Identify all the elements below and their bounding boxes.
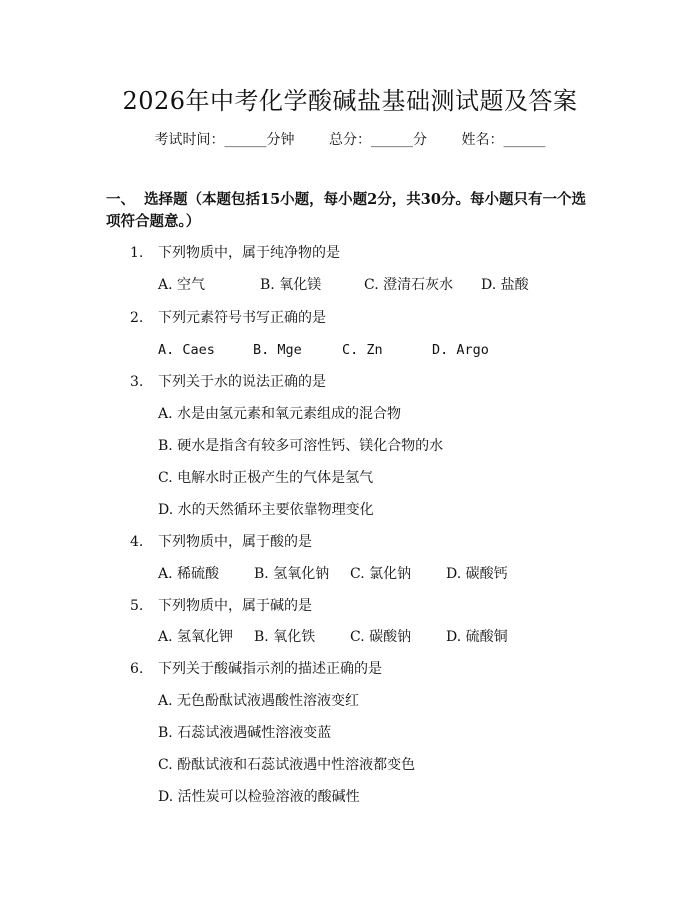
question-number: 6. [130,661,144,677]
question-text: 下列物质中，属于酸的是 [158,534,312,550]
question-text: 下列关于酸碱指示剂的描述正确的是 [158,661,382,677]
option-d: D. Argo [432,342,489,358]
option-b: B. 氧化铁 [254,629,316,645]
option-c: C. 碳酸钠 [350,629,412,645]
question-number: 4. [130,534,144,550]
question-number: 2. [130,310,144,326]
option-a: A. Caes [158,342,215,358]
question-text: 下列元素符号书写正确的是 [158,310,326,326]
option-a: A. 氢氧化钾 [158,629,234,645]
total-score: 总分：______分 [329,132,427,148]
option-b: B. 氢氧化钠 [254,566,330,582]
question-text: 下列关于水的说法正确的是 [158,374,326,390]
question-stem [130,243,600,263]
option-b: B. Mge [253,342,302,358]
page-title: 2026年中考化学酸碱盐基础测试题及答案 [122,87,578,115]
question-text: 下列物质中，属于碱的是 [158,598,312,614]
exam-info [0,130,700,150]
option-b: B. 石蕊试液遇碱性溶液变蓝 [158,725,332,741]
option-d: D. 盐酸 [481,277,529,293]
option-d: D. 水的天然循环主要依靠物理变化 [158,502,374,518]
section-number: 一、 [106,191,135,208]
section-instructions: 选择题（本题包括15小题，每小题2分，共30分。每小题只有一个选项符合题意。） [106,191,586,230]
option-a: A. 无色酚酞试液遇酸性溶液变红 [158,693,360,709]
question-stem [130,372,600,392]
question-text: 下列物质中，属于纯净物的是 [158,245,340,261]
question-stem [130,596,600,616]
question-stem [130,532,600,552]
option-c: C. 电解水时正极产生的气体是氢气 [158,470,374,486]
option-d: D. 硫酸铜 [446,629,508,645]
question-number: 3. [130,374,144,390]
option-b: B. 硬水是指含有较多可溶性钙、镁化合物的水 [158,438,444,454]
section-heading [106,189,600,233]
option-a: A. 空气 [158,277,206,293]
option-d: D. 活性炭可以检验溶液的酸碱性 [158,789,360,805]
option-c: C. 氯化钠 [350,566,412,582]
option-c: C. 酚酞试液和石蕊试液遇中性溶液都变色 [158,757,416,773]
option-c: C. 澄清石灰水 [364,277,454,293]
question-number: 5. [130,598,144,614]
option-b: B. 氧化镁 [260,277,322,293]
option-a: A. 稀硫酸 [158,566,220,582]
exam-time: 考试时间：______分钟 [154,132,295,148]
option-a: A. 水是由氢元素和氧元素组成的混合物 [158,406,402,422]
option-d: D. 碳酸钙 [446,566,508,582]
option-c: C. Zn [342,342,383,358]
question-stem [130,659,600,679]
question-number: 1. [130,245,144,261]
student-name: 姓名：______ [461,132,546,148]
question-stem [130,308,600,328]
